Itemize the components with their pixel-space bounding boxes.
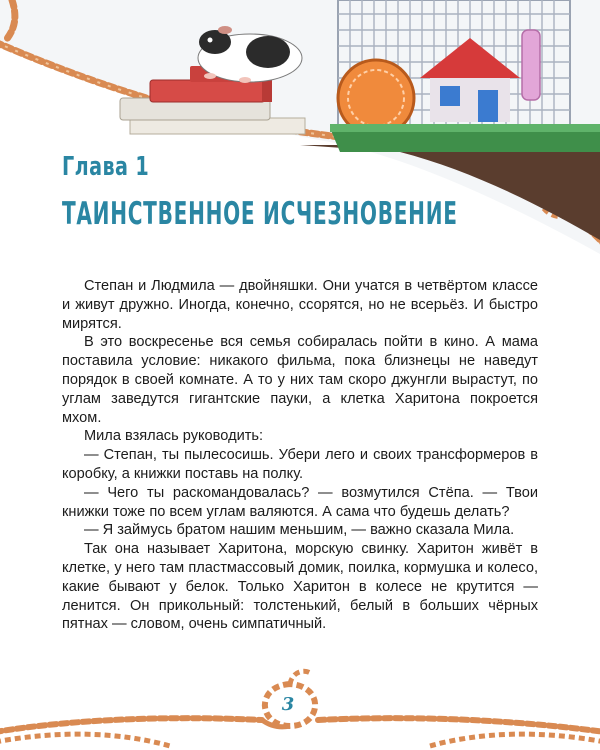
page-number: 3 [281,694,295,715]
paragraph: — Степан, ты пылесосишь. Убери лего и своих трансформеров в коробку, а книжки поставь на полку. [62,447,538,482]
chapter-title: ТАИНСТВЕННОЕ ИСЧЕЗНОВЕНИЕ [62,196,458,232]
chapter-label: Глава 1 [62,152,150,182]
paragraph: Мила взялась руководить: [84,428,264,445]
paragraph: — Чего ты раскомандовалась? — возмутился Стёпа. — Твои книжки тоже по всем углам валяются. А сама что будешь делать? [62,484,538,520]
paragraph: Степан и Людмила — двойняшки. Они учатся в четвёртом классе и живут дружно. Иногда, конечно, ссорятся, но не всерьёз. И быстро мирятся. [62,278,538,332]
paragraph: Так она называет Харитона, морскую свинку. Харитон живёт в клетке, у него там пластмассовый домик, поилка, кормушка и колесо, какие бывают у белок. Только Харитон в колесе не крутится — ленится. Он прикольный: толстенький, белый в больших чёрных пятнах — словом, очень симпатичный. [62,541,538,633]
chapter-body [62,277,538,634]
paragraph: — Я займусь братом нашим меньшим, — важно сказала Мила. [84,522,515,539]
paragraph: В это воскресенье вся семья собиралась пойти в кино. А мама поставила условие: никакого фильма, пока близнецы не наведут порядок в своей комнате. А то у них там скоро джунгли вырастут, по углам заведутся гигантские пауки, а клетка Харитона покроется мхом. [62,334,538,426]
